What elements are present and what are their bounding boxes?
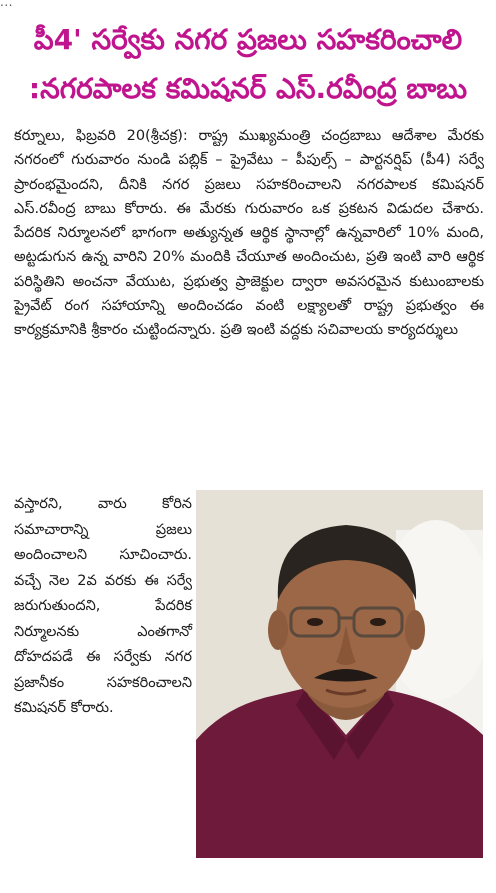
- ear-left: [268, 610, 288, 650]
- eye-left: [307, 618, 323, 626]
- headline-line-2: :నగరపాలక కమిషనర్ ఎస్.రవీంద్ర బాబు: [28, 72, 468, 105]
- article-body: కర్నూలు, ఫిబ్రవరి 20(శ్రీచక్ర): రాష్ట్ర ముఖ్యమంత్రి చంద్రబాబు ఆదేశాల మేరకు నగరంలో గురువారం నుండి పబ్లిక్ – ప్రైవేటు – పీపుల్స్ – పార్టనర్షిప్ (పీ4) సర్వే ప్రారంభమైందని, దీనికి నగర ప్రజలు సహకరించాలని నగరపాలక కమిషనర్ ఎస్.రవీంద్ర బాబు కోరారు. ఈ మేరకు గురువారం ఒక ప్రకటన విడుదల చేశారు. పేదరిక నిర్మూలనలో భాగంగా అత్యున్నత ఆర్థిక స్థానాల్లో ఉన్నవారిలో 10% మంది, అట్టడుగున ఉన్న వారిని 20% మందికి చేయూత అందించుట, ప్రతి ఇంటి వారి ఆర్థిక పరిస్థితిని అంచనా వేయుట, ప్రభుత్వ ప్రాజెక్టుల ద్వారా అవసరమైన కుటుంబాలకు ప్రైవేట్ రంగ సహాయాన్ని అందించడం వంటి లక్ష్యాలతో రాష్ట్ర ప్రభుత్వం ఈ కార్యక్రమానికి శ్రీకారం చుట్టిందన్నారు. ప్రతి ఇంటి వద్దకు సచివాలయ కార్యదర్శులు: [14, 128, 484, 339]
- headline-line-1: పీ4' సర్వేకు నగర ప్రజలు సహకరించాలి: [33, 23, 463, 56]
- portrait-illustration: [196, 490, 483, 858]
- commissioner-photo: [196, 490, 483, 858]
- article-continuation: వస్తారని, వారు కోరిన సమాచారాన్ని ప్రజలు అందించాలని సూచించారు. వచ్చే నెల 2వ వరకు ఈ సర్వే జరుగుతుందని, పేదరిక నిర్మూలనకు ఎంతగానో దోహదపడే ఈ సర్వేకు నగర ప్రజానీకం సహకరించాలని కమిషనర్ కోరారు.: [14, 496, 192, 716]
- previous-article-cut-line: ...: [0, 0, 13, 9]
- ear-right: [405, 610, 425, 650]
- eye-right: [370, 618, 386, 626]
